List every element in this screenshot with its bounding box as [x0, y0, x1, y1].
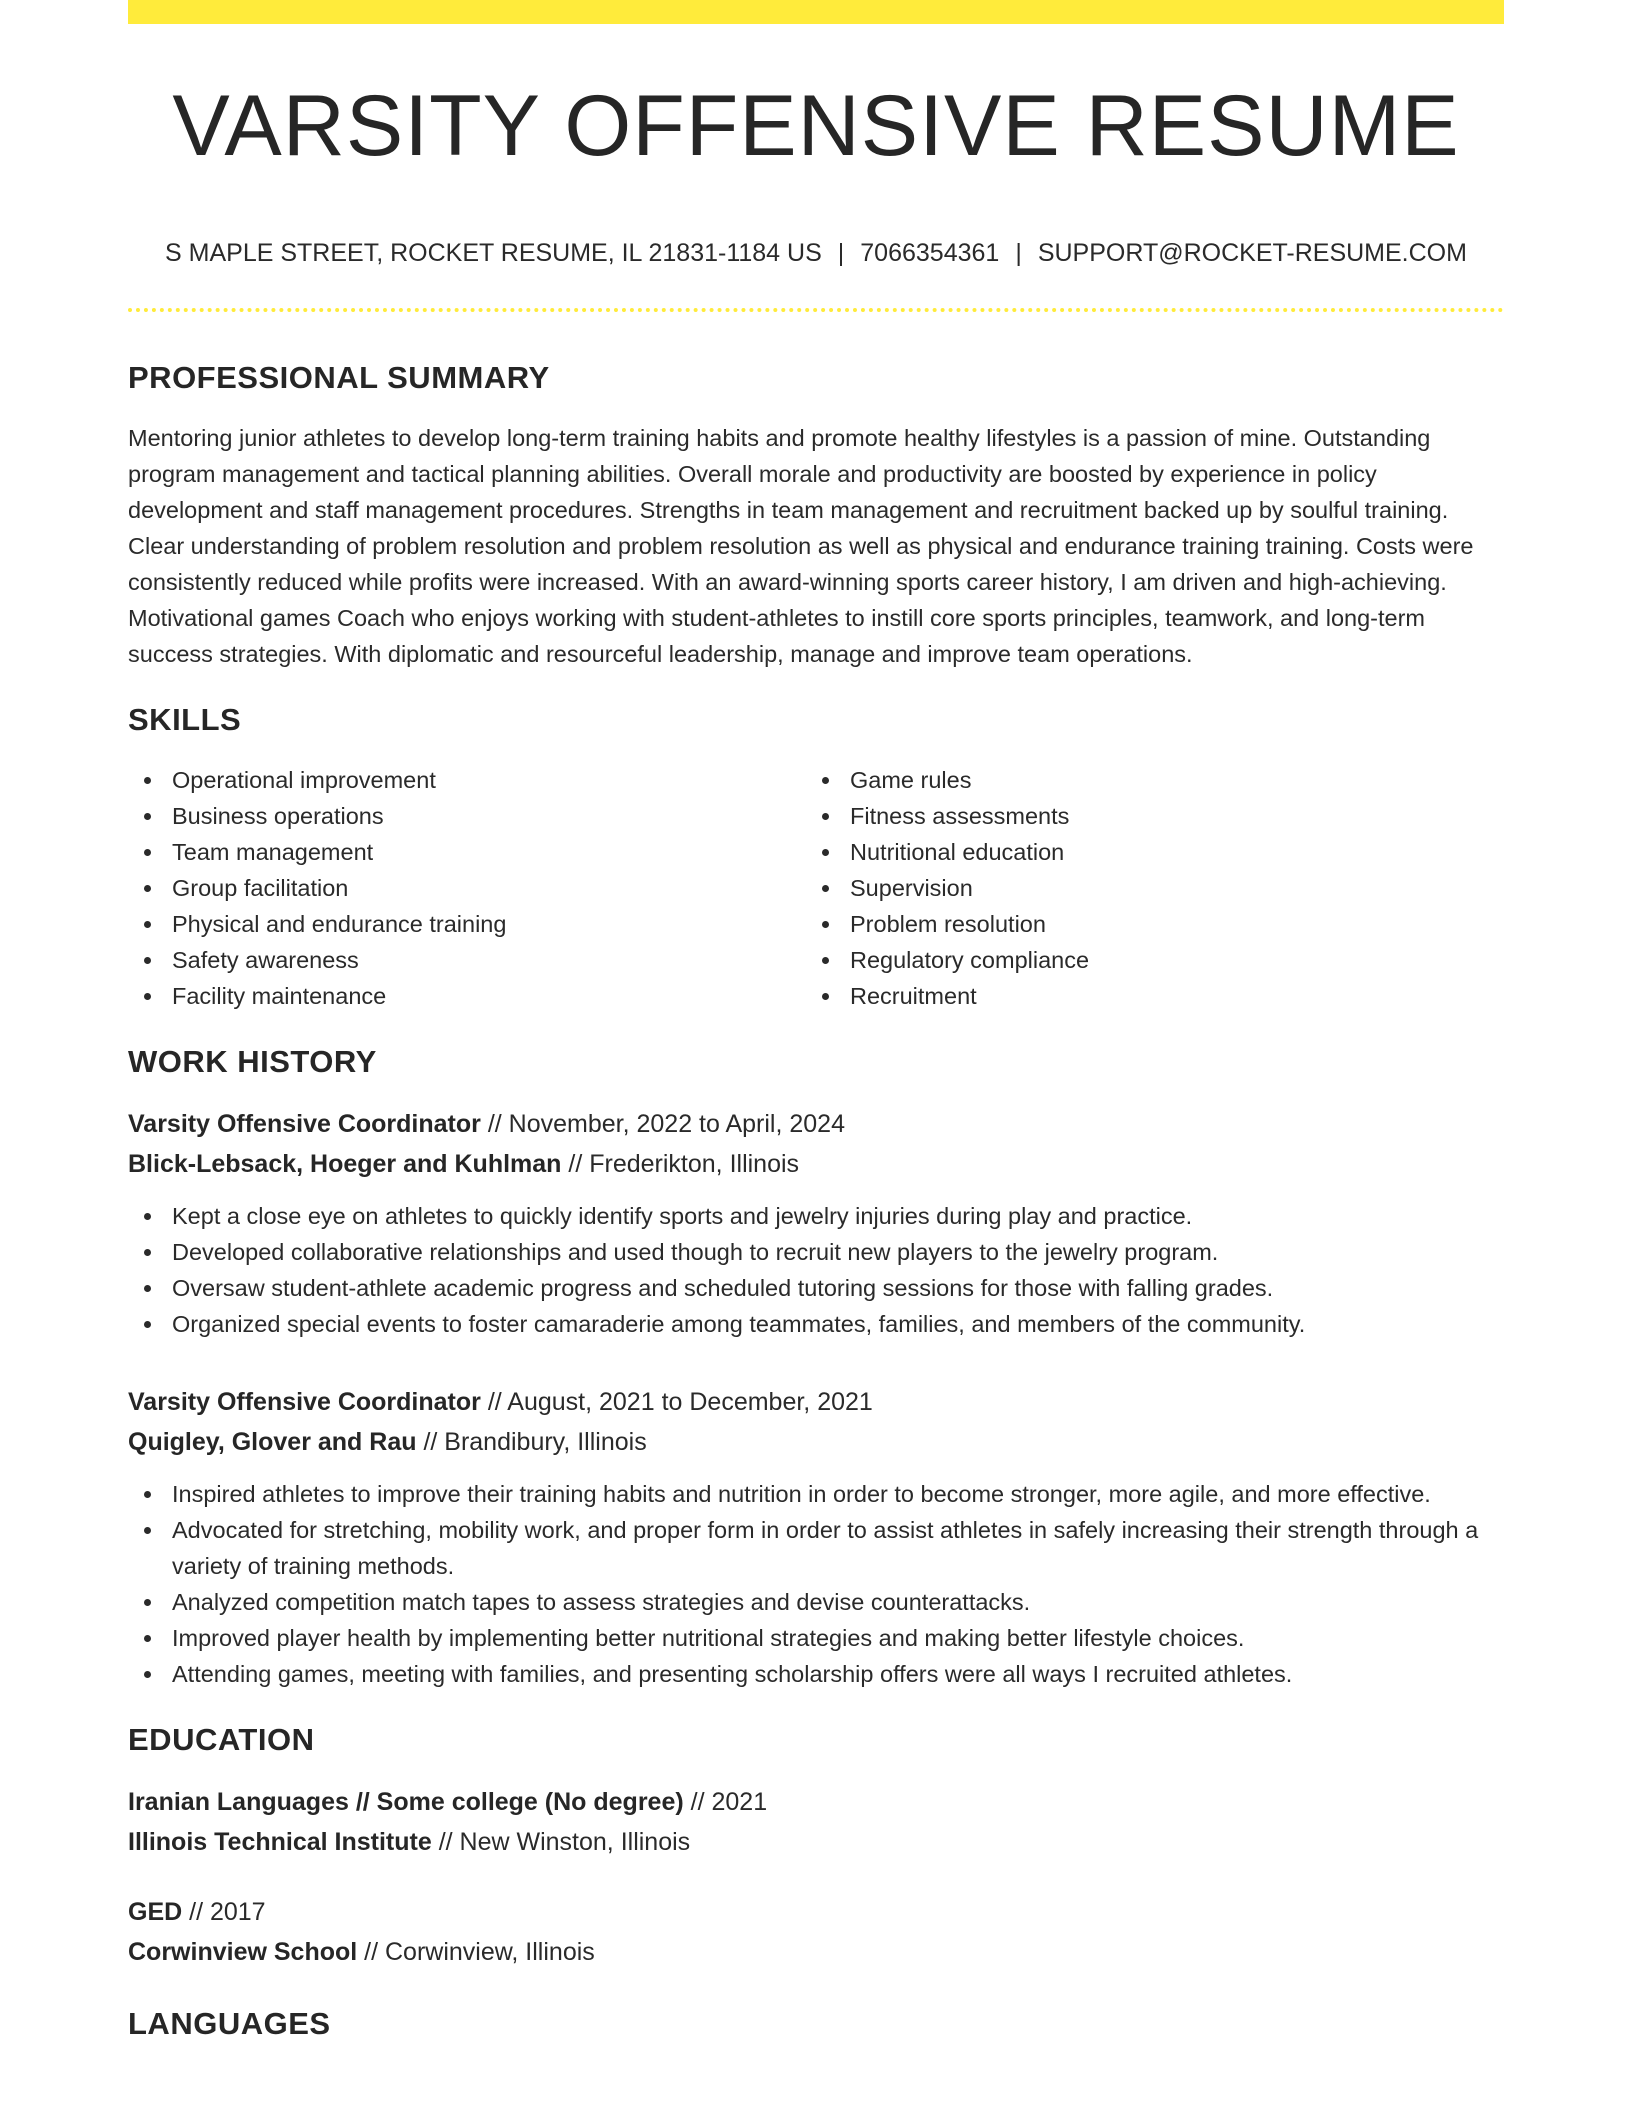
skill-item: Physical and endurance training [128, 906, 806, 942]
job-entry [128, 1382, 1504, 1692]
job-bullets [128, 1476, 1504, 1692]
job-dates: // August, 2021 to December, 2021 [480, 1388, 873, 1416]
education-location: // New Winston, Illinois [431, 1828, 691, 1856]
education-degree: GED [128, 1898, 183, 1926]
job-bullet: Advocated for stretching, mobility work, and proper form in order to assist athletes in safely increasing their strength through a variety of training methods. [128, 1512, 1504, 1584]
contact-phone: 7066354361 [860, 239, 1000, 267]
contact-separator: | [1015, 239, 1022, 267]
skill-item: Regulatory compliance [806, 942, 1484, 978]
education-school-line [128, 1822, 1504, 1862]
job-role: Varsity Offensive Coordinator [128, 1110, 481, 1138]
contact-email: SUPPORT@ROCKET-RESUME.COM [1037, 239, 1467, 267]
job-bullet: Inspired athletes to improve their training habits and nutrition in order to become stronger, more agile, and more effective. [128, 1476, 1504, 1512]
education-school: Corwinview School [128, 1938, 358, 1966]
job-company: Blick-Lebsack, Hoeger and Kuhlman [128, 1150, 562, 1178]
skill-item: Operational improvement [128, 762, 806, 798]
dotted-divider [128, 308, 1504, 312]
skill-item: Team management [128, 834, 806, 870]
job-company: Quigley, Glover and Rau [128, 1428, 417, 1456]
job-dates: // November, 2022 to April, 2024 [480, 1110, 845, 1138]
job-bullet: Oversaw student-athlete academic progress and scheduled tutoring sessions for those with falling grades. [128, 1270, 1504, 1306]
job-role-line [128, 1104, 1504, 1144]
skill-item: Safety awareness [128, 942, 806, 978]
job-entry [128, 1104, 1504, 1342]
skill-item: Business operations [128, 798, 806, 834]
contact-address: S MAPLE STREET, ROCKET RESUME, IL 21831-1184 US [165, 239, 822, 267]
skill-item: Recruitment [806, 978, 1484, 1014]
summary-text: Mentoring junior athletes to develop long-term training habits and promote healthy lifestyles is a passion of mine. Outstanding program management and tactical planning abilities. Overall morale and productivity are boosted by experience in policy development and staff management procedures. Strengths in team management and recruitment backed up by soulful training. Clear understanding of problem resolution and problem resolution as well as physical and endurance training training. Costs were consistently reduced while profits were increased. With an award-winning sports career history, I am driven and high-achieving. Motivational games Coach who enjoys working with student-athletes to instill core sports principles, teamwork, and long-term success strategies. With diplomatic and resourceful leadership, manage and improve team operations. [128, 425, 1474, 667]
skills-column-right [806, 762, 1484, 1014]
education-year: // 2017 [182, 1898, 266, 1926]
education-year: // 2021 [683, 1788, 768, 1816]
education-degree-line [128, 1892, 1504, 1932]
education-entry [128, 1782, 1504, 1862]
education-heading: EDUCATION [128, 1722, 315, 1757]
work-history-heading: WORK HISTORY [128, 1044, 377, 1079]
education-degree-line [128, 1782, 1504, 1822]
job-company-line [128, 1422, 1504, 1462]
skills-heading: SKILLS [128, 702, 242, 737]
contact-line [128, 238, 1504, 268]
job-bullets [128, 1198, 1504, 1342]
job-bullet: Organized special events to foster camaraderie among teammates, families, and members of the community. [128, 1306, 1504, 1342]
skills-column-left [128, 762, 806, 1014]
education-school: Illinois Technical Institute [128, 1828, 432, 1856]
job-bullet: Kept a close eye on athletes to quickly identify sports and jewelry injuries during play and practice. [128, 1198, 1504, 1234]
skill-item: Game rules [806, 762, 1484, 798]
skill-item: Nutritional education [806, 834, 1484, 870]
job-bullet: Analyzed competition match tapes to assess strategies and devise counterattacks. [128, 1584, 1504, 1620]
education-location: // Corwinview, Illinois [357, 1938, 595, 1966]
summary-heading: PROFESSIONAL SUMMARY [128, 360, 550, 395]
job-role-line [128, 1382, 1504, 1422]
resume-content [128, 24, 1504, 2042]
top-accent-bar [128, 0, 1504, 24]
job-role: Varsity Offensive Coordinator [128, 1388, 481, 1416]
job-bullet: Developed collaborative relationships and used though to recruit new players to the jewelry program. [128, 1234, 1504, 1270]
job-bullet: Improved player health by implementing better nutritional strategies and making better lifestyle choices. [128, 1620, 1504, 1656]
education-degree: Iranian Languages // Some college (No degree) [128, 1788, 684, 1816]
contact-separator: | [837, 239, 845, 267]
skill-item: Group facilitation [128, 870, 806, 906]
skill-item: Fitness assessments [806, 798, 1484, 834]
skill-item: Supervision [806, 870, 1484, 906]
job-company-line [128, 1144, 1504, 1184]
resume-title: VARSITY OFFENSIVE RESUME [172, 78, 1460, 174]
education-entry [128, 1892, 1504, 1972]
job-bullet: Attending games, meeting with families, and presenting scholarship offers were all ways I recruited athletes. [128, 1656, 1504, 1692]
skill-item: Problem resolution [806, 906, 1484, 942]
job-location: // Frederikton, Illinois [561, 1150, 800, 1178]
languages-heading: LANGUAGES [128, 2006, 331, 2041]
job-location: // Brandibury, Illinois [416, 1428, 647, 1456]
skills-list [128, 762, 1504, 1014]
education-school-line [128, 1932, 1504, 1972]
skill-item: Facility maintenance [128, 978, 806, 1014]
